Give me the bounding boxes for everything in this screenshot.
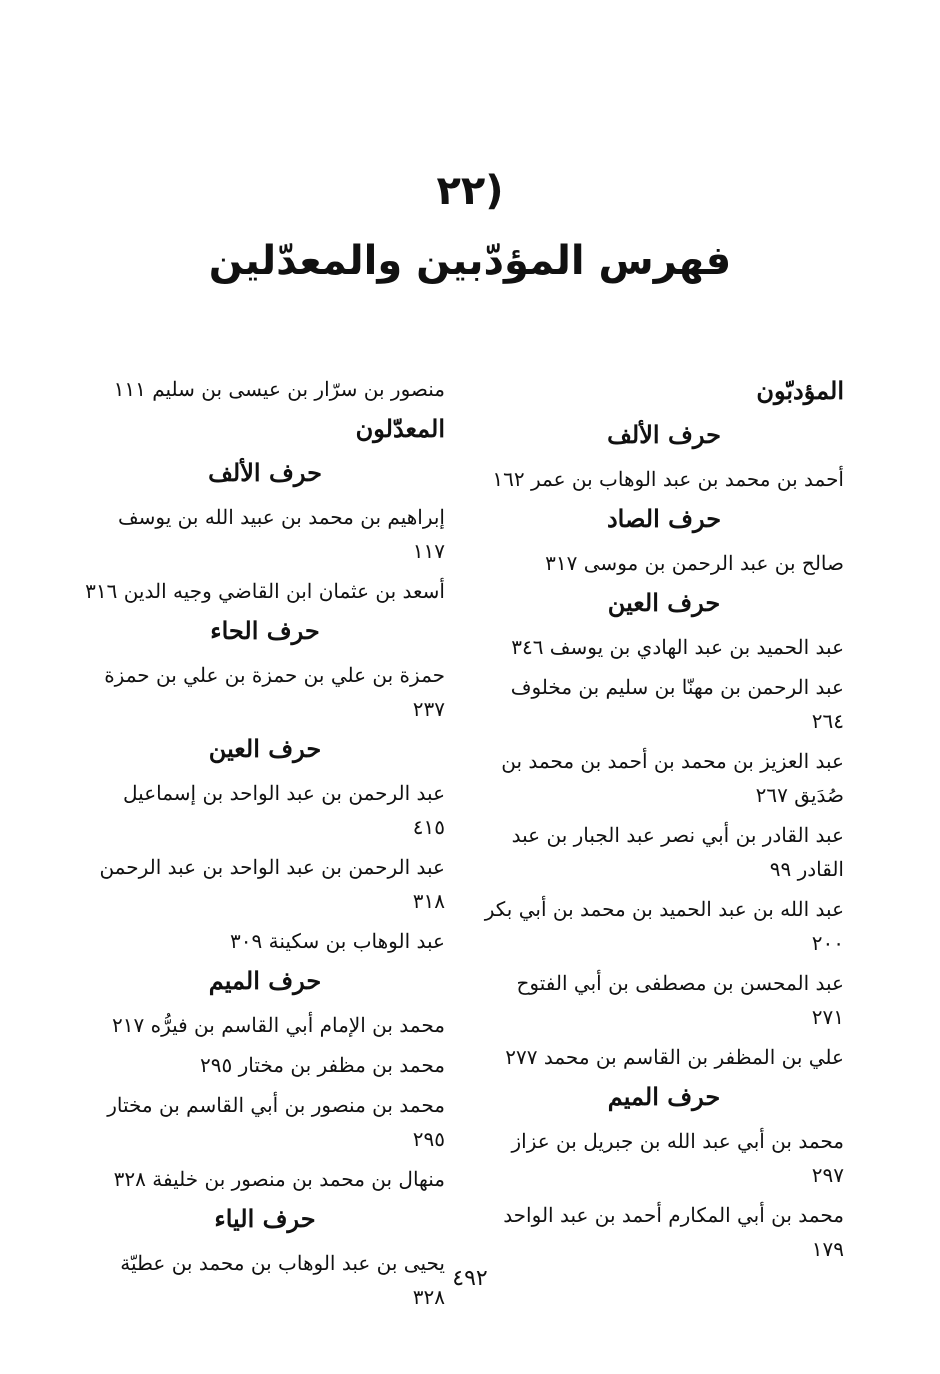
entry-page-number: ٢٩٥ — [200, 1053, 233, 1077]
index-entry — [85, 1048, 445, 1082]
entry-page-number: ٩٩ — [769, 857, 792, 881]
entry-page-number: ٣٤٦ — [511, 635, 544, 659]
index-entry — [484, 818, 844, 886]
entry-name: محمد بن منصور بن أبي القاسم بن مختار — [107, 1093, 445, 1117]
entry-page-number: ١٦٢ — [492, 467, 525, 491]
entry-page-number: ٢٧١ — [811, 1005, 844, 1029]
letter-heading: حرف الياء — [214, 1204, 316, 1233]
index-entry — [484, 744, 844, 812]
entry-name: عبد الرحمن بن عبد الواحد بن عبد الرحمن — [99, 855, 445, 879]
page-number: ٤٩٢ — [452, 1266, 488, 1291]
index-entry — [85, 924, 445, 958]
index-entry — [85, 776, 445, 844]
index-entry — [85, 1162, 445, 1196]
entry-name: منصور بن سرّار بن عيسى بن سليم — [152, 377, 445, 401]
entry-page-number: ٤١٥ — [412, 815, 445, 839]
entry-page-number: ٢٠٠ — [811, 931, 844, 955]
entry-page-number: ٣٢٨ — [412, 1285, 445, 1309]
section-heading: المؤدبّون — [756, 376, 844, 405]
entry-page-number: ٢٦٧ — [755, 783, 788, 807]
entry-page-number: ٢٦٤ — [811, 709, 844, 733]
entry-page-number: ٣١٦ — [85, 579, 118, 603]
entry-name: عبد الرحمن بن مهنّا بن سليم بن مخلوف — [510, 675, 844, 699]
entry-page-number: ٣٢٨ — [113, 1167, 146, 1191]
entry-name: إبراهيم بن محمد بن عبيد الله بن يوسف — [117, 505, 445, 529]
entry-page-number: ٢٩٧ — [811, 1163, 844, 1187]
letter-heading: حرف الصاد — [606, 504, 722, 533]
entry-name: علي بن المظفر بن القاسم بن محمد — [543, 1045, 844, 1069]
entry-name: عبد الحميد بن عبد الهادي بن يوسف — [549, 635, 844, 659]
index-entry — [85, 1008, 445, 1042]
index-entry — [484, 1040, 844, 1074]
entry-page-number: ١٧٩ — [811, 1237, 844, 1261]
entry-name: صالح بن عبد الرحمن بن موسى — [583, 551, 844, 575]
entry-page-number: ١١٧ — [412, 539, 445, 563]
letter-heading: حرف الألف — [607, 420, 721, 449]
index-entry — [484, 966, 844, 1034]
index-entry — [484, 546, 844, 580]
entry-page-number: ٣٠٩ — [230, 929, 263, 953]
index-entry — [484, 892, 844, 960]
chapter-number: (٢٢ — [436, 168, 504, 214]
entry-name: محمد بن أبي المكارم أحمد بن عبد الواحد — [503, 1203, 844, 1227]
letter-heading: حرف الميم — [208, 966, 322, 995]
letter-heading: حرف العين — [208, 734, 322, 763]
index-entry — [484, 1124, 844, 1192]
entry-name: عبد الرحمن بن عبد الواحد بن إسماعيل — [123, 781, 445, 805]
index-entry — [484, 462, 844, 496]
entry-name: منهال بن محمد بن منصور بن خليفة — [152, 1167, 445, 1191]
entry-page-number: ٢٧٧ — [505, 1045, 538, 1069]
entry-name: عبد القادر بن أبي نصر عبد الجبار بن عبد القادر — [511, 823, 844, 881]
entry-page-number: ٢٣٧ — [412, 697, 445, 721]
entry-name: حمزة بن علي بن حمزة بن علي بن حمزة — [104, 663, 445, 687]
entry-name: عبد المحسن بن مصطفى بن أبي الفتوح — [516, 971, 844, 995]
entry-page-number: ٣١٨ — [412, 889, 445, 913]
entry-name: عبد الله بن عبد الحميد بن محمد بن أبي بكر — [484, 897, 844, 921]
column-educators — [484, 372, 844, 1272]
index-entry — [85, 850, 445, 918]
letter-heading: حرف الحاء — [210, 616, 320, 645]
index-entry — [85, 658, 445, 726]
entry-page-number: ٣١٧ — [545, 551, 578, 575]
index-entry — [85, 574, 445, 608]
index-entry — [484, 1198, 844, 1266]
section-heading: المعدّلون — [355, 414, 445, 443]
letter-heading: حرف الميم — [607, 1082, 721, 1111]
page-title: فهرس المؤدّبين والمعدّلين — [208, 238, 732, 284]
entry-name: عبد الوهاب بن سكينة — [268, 929, 445, 953]
entry-name: أسعد بن عثمان ابن القاضي وجيه الدين — [123, 579, 445, 603]
letter-heading: حرف الألف — [208, 458, 322, 487]
index-entry — [85, 500, 445, 568]
index-entry — [484, 670, 844, 738]
column-witnesses — [85, 372, 445, 1320]
entry-name: أحمد بن محمد بن عبد الوهاب بن عمر — [531, 467, 844, 491]
entry-page-number: ٢٩٥ — [412, 1127, 445, 1151]
index-entry — [85, 372, 445, 406]
entry-page-number: ٢١٧ — [112, 1013, 145, 1037]
index-entry — [484, 630, 844, 664]
entry-page-number: ١١١ — [113, 377, 146, 401]
letter-heading: حرف العين — [607, 588, 721, 617]
entry-name: يحيى بن عبد الوهاب بن محمد بن عطيّة — [120, 1251, 445, 1275]
entry-name: محمد بن الإمام أبي القاسم بن فيرُّه — [150, 1013, 445, 1037]
index-entry — [85, 1088, 445, 1156]
entry-name: محمد بن مظفر بن مختار — [238, 1053, 445, 1077]
entry-name: عبد العزيز بن محمد بن أحمد بن محمد بن صُدَيق — [501, 749, 844, 807]
entry-name: محمد بن أبي عبد الله بن جبريل بن عزاز — [511, 1129, 844, 1153]
